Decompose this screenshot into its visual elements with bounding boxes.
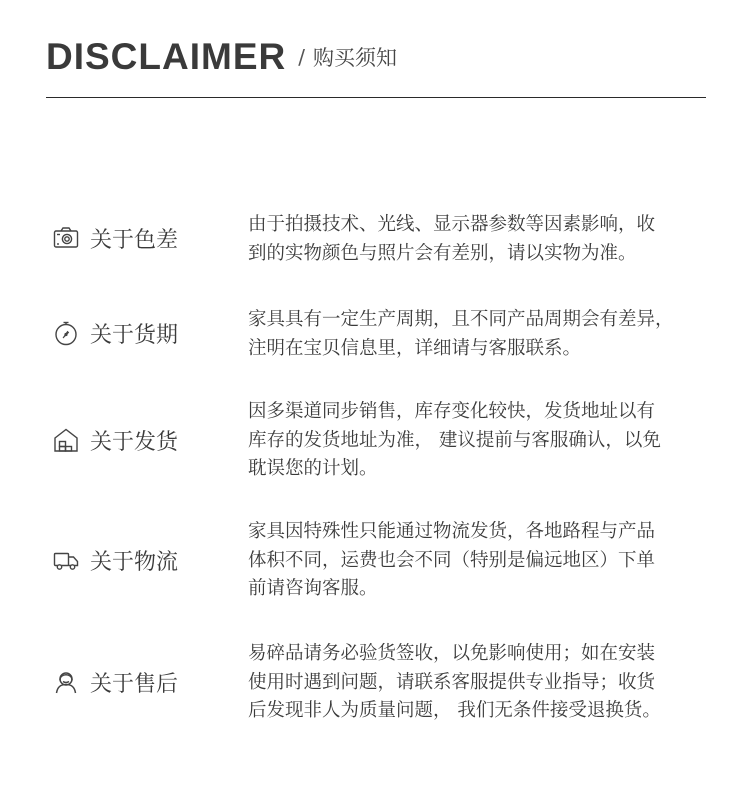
header-divider (46, 97, 706, 98)
description-line: 到的实物颜色与照片会有差别，请以实物为准。 (248, 242, 637, 264)
description-line: 使用时遇到问题，请联系客服提供专业指导；收货 (248, 671, 656, 693)
page-subtitle: 购买须知 (312, 46, 397, 70)
description-line: 前请咨询客服。 (248, 578, 378, 599)
description-line: 易碎品请务必验货签收，以免影响使用；如在安装 (248, 643, 656, 664)
row-description (248, 306, 703, 363)
row-heading (52, 420, 178, 460)
customer-service-icon (52, 668, 80, 696)
row-label: 关于物流 (90, 549, 179, 575)
row-heading (52, 662, 178, 702)
row-heading (52, 218, 178, 258)
row-label: 关于货期 (90, 322, 179, 348)
title-separator: / (298, 45, 305, 69)
description-line: 家具因特殊性只能通过物流发货，各地路程与产品 (248, 521, 656, 542)
description-line: 后发现非人为质量问题， 我们无条件接受退换货。 (248, 700, 661, 721)
description-line: 注明在宝贝信息里，详细请与客服联系。 (248, 337, 582, 359)
stopwatch-icon (52, 319, 80, 347)
description-line: 耽误您的计划。 (248, 458, 378, 479)
row-label: 关于发货 (90, 429, 179, 455)
warehouse-icon (52, 426, 80, 454)
page-title: DISCLAIMER (46, 36, 287, 77)
row-description (248, 398, 703, 484)
row-label: 关于色差 (90, 227, 179, 253)
row-label: 关于售后 (90, 671, 179, 697)
camera-icon (52, 224, 80, 252)
description-line: 家具具有一定生产周期，且不同产品周期会有差异， (248, 309, 674, 330)
header (46, 36, 706, 78)
row-description (248, 211, 703, 268)
description-line: 由于拍摄技术、光线、显示器参数等因素影响，收 (248, 214, 656, 235)
description-line: 库存的发货地址为准， 建议提前与客服确认，以免 (248, 429, 661, 451)
row-heading (52, 540, 178, 580)
truck-icon (52, 546, 80, 574)
description-line: 体积不同，运费也会不同（特别是偏远地区）下单 (248, 549, 656, 571)
row-description (248, 640, 703, 726)
description-line: 因多渠道同步销售，库存变化较快，发货地址以有 (248, 401, 656, 422)
row-heading (52, 313, 178, 353)
row-description (248, 518, 703, 604)
